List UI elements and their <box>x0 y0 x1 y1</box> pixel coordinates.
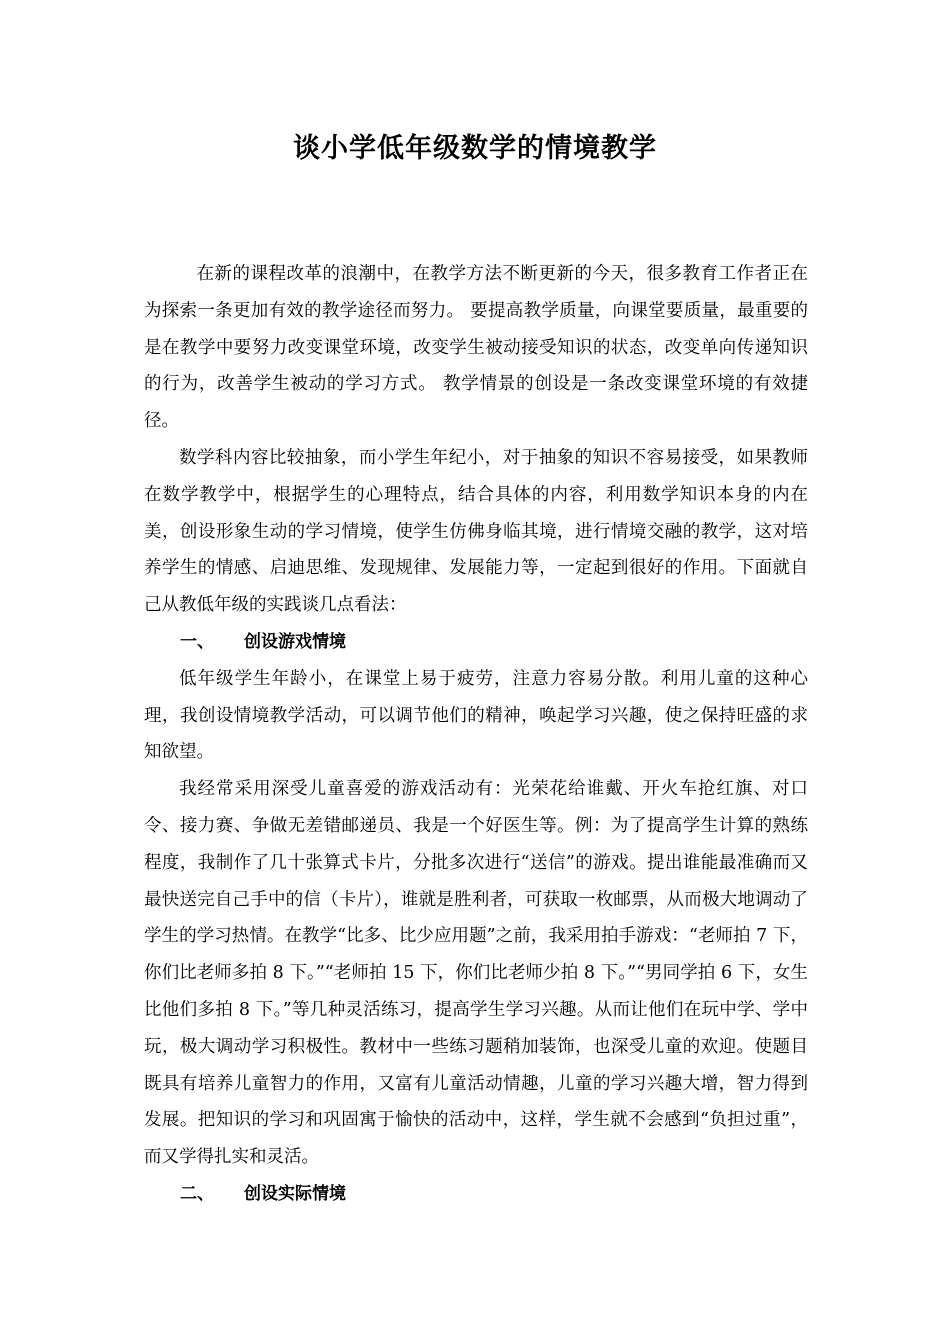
section-title: 创设实际情境 <box>244 1183 346 1204</box>
paragraph-background: 数学科内容比较抽象，而小学生年纪小，对于抽象的知识不容易接受，如果教师在数学教学中，根据学生的心理特点，结合具体的内容，利用数学知识本身的内在美，创设形象生动的学习情境，使学生仿佛身临其境，进行情境交融的教学，这对培养学生的情感、启迪思维、发现规律、发展能力等，一定起到很好的作用。下面就自己从教低年级的实践谈几点看法： <box>144 447 808 616</box>
section-heading-2 <box>144 1176 808 1213</box>
section-number: 二、 <box>180 1183 214 1204</box>
section-number: 一、 <box>180 631 214 652</box>
document-title: 谈小学低年级数学的情境教学 <box>293 133 657 164</box>
section-title: 创设游戏情境 <box>244 631 346 652</box>
paragraph-game-intro: 低年级学生年龄小，在课堂上易于疲劳，注意力容易分散。利用儿童的这种心理，我创设情境教学活动，可以调节他们的精神，唤起学习兴趣，使之保持旺盛的求知欲望。 <box>144 668 808 763</box>
paragraph-intro: 在新的课程改革的浪潮中，在教学方法不断更新的今天，很多教育工作者正在为探索一条更加有效的教学途径而努力。 要提高教学质量，向课堂要质量，最重要的是在教学中要努力改变课堂环境，改变学生被动接受知识的状态，改变单向传递知识的行为，改善学生被动的学习方式。 教学情景的创设是一条改变课堂环境的有效捷径。 <box>144 264 808 432</box>
section-heading-1 <box>144 624 808 661</box>
paragraph-game-examples: 我经常采用深受儿童喜爱的游戏活动有：光荣花给谁戴、开火车抢红旗、对口令、接力赛、争做无差错邮递员、我是一个好医生等。例：为了提高学生计算的熟练程度，我制作了几十张算式卡片，分批多次进行“送信”的游戏。提出谁能最准确而又最快送完自己手中的信（卡片），谁就是胜利者，可获取一枚邮票，从而极大地调动了学生的学习热情。在教学“比多、比少应用题”之前，我采用拍手游戏：“老师拍 7 下，你们比老师多拍 8 下。”“老师拍 15 下，你们比老师少拍 8 下。”“男同学拍 6 下，女生比他们多拍 8 下。”等几种灵活练习，提高学生学习兴趣。从而让他们在玩中学、学中玩，极大调动学习积极性。教材中一些练习题稍加装饰，也深受儿童的欢迎。使题目既具有培养儿童智力的作用，又富有儿童活动情趣，儿童的学习兴趣大增，智力得到发展。把知识的学习和巩固寓于愉快的活动中，这样，学生就不会感到“负担过重”，而又学得扎实和灵活。 <box>144 779 808 1168</box>
document-body <box>144 256 808 1213</box>
